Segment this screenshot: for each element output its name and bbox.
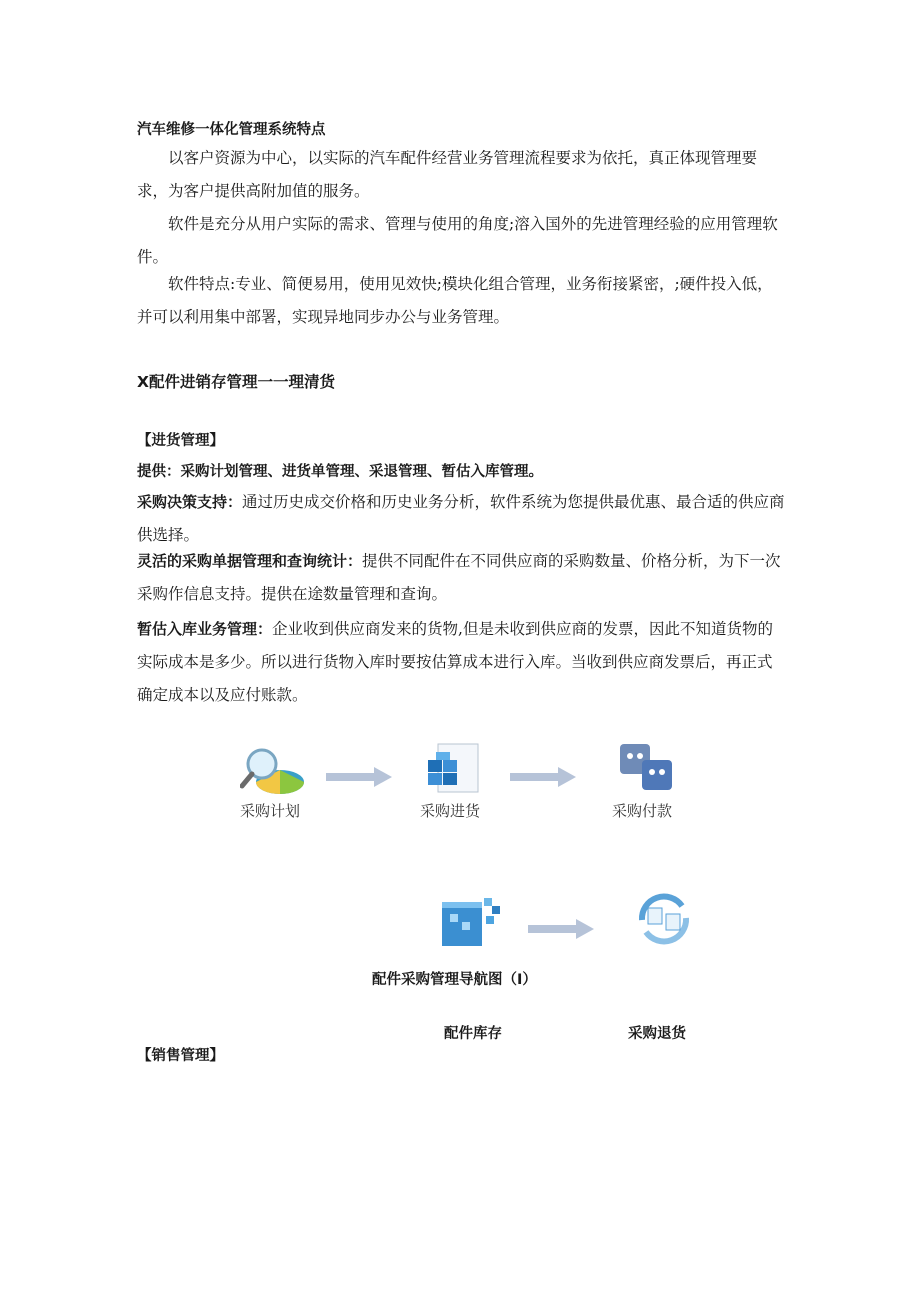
item-flexible-query — [137, 545, 787, 611]
flow-caption: 配件采购管理导航图（I） — [372, 972, 537, 988]
flow-step-parts-inventory: 配件库存 — [444, 1026, 502, 1042]
paragraph-software-features: 软件特点:专业、简便易用，使用见效快;模块化组合管理，业务衔接紧密，;硬件投入低，并可以利用集中部署，实现异地同步办公与业务管理。 — [137, 275, 773, 326]
flow-step-purchase-plan: 采购计划 — [240, 802, 301, 820]
parts-inventory-icon — [440, 892, 504, 948]
item-purchase-decision — [137, 486, 787, 552]
purchase-receive-icon — [424, 742, 482, 800]
item-label: 灵活的采购单据管理和查询统计： — [137, 552, 363, 570]
arrow-right-icon — [528, 918, 594, 940]
item-estimated-stock-in — [137, 613, 787, 712]
item-text: 提供不同配件在不同供应商的采购数量、价格分析，为下一次采购作信息支持。提供在途数量管理和查询。 — [137, 552, 781, 603]
arrow-right-icon — [326, 766, 392, 788]
heading-purchase-management: 【进货管理】 — [137, 433, 224, 449]
item-text: 企业收到供应商发来的货物,但是未收到供应商的发票，因此不知道货物的实际成本是多少。所以进行货物入库时要按估算成本进行入库。当收到供应商发票后，再正式确定成本以及应付账款。 — [137, 620, 773, 704]
purchase-return-icon — [634, 892, 694, 946]
purchase-plan-icon — [240, 742, 308, 800]
item-label: 采购决策支持： — [137, 493, 243, 511]
item-text: 通过历史成交价格和历史业务分析，软件系统为您提供最优惠、最合适的供应商供选择。 — [137, 493, 785, 544]
purchase-payment-icon — [618, 742, 674, 798]
flow-step-purchase-payment: 采购付款 — [612, 802, 673, 820]
paragraph-software-angle: 软件是充分从用户实际的需求、管理与使用的角度;溶入国外的先进管理经验的应用管理软件。 — [137, 215, 778, 266]
provide-line: 提供：采购计划管理、进货单管理、采退管理、暂估入库管理。 — [137, 464, 543, 480]
item-label: 暂估入库业务管理： — [137, 620, 273, 638]
section-title-features: 汽车维修一体化管理系统特点 — [137, 122, 326, 138]
heading-sales-management: 【销售管理】 — [137, 1048, 224, 1064]
section-title-inventory: X配件进销存管理一一理清货 — [137, 373, 335, 391]
flow-step-purchase-return: 采购退货 — [628, 1026, 686, 1042]
paragraph-customer-center: 以客户资源为中心，以实际的汽车配件经营业务管理流程要求为依托，真正体现管理要求，为客户提供高附加值的服务。 — [137, 149, 758, 200]
flow-step-purchase-receive: 采购进货 — [420, 802, 481, 820]
arrow-right-icon — [510, 766, 576, 788]
